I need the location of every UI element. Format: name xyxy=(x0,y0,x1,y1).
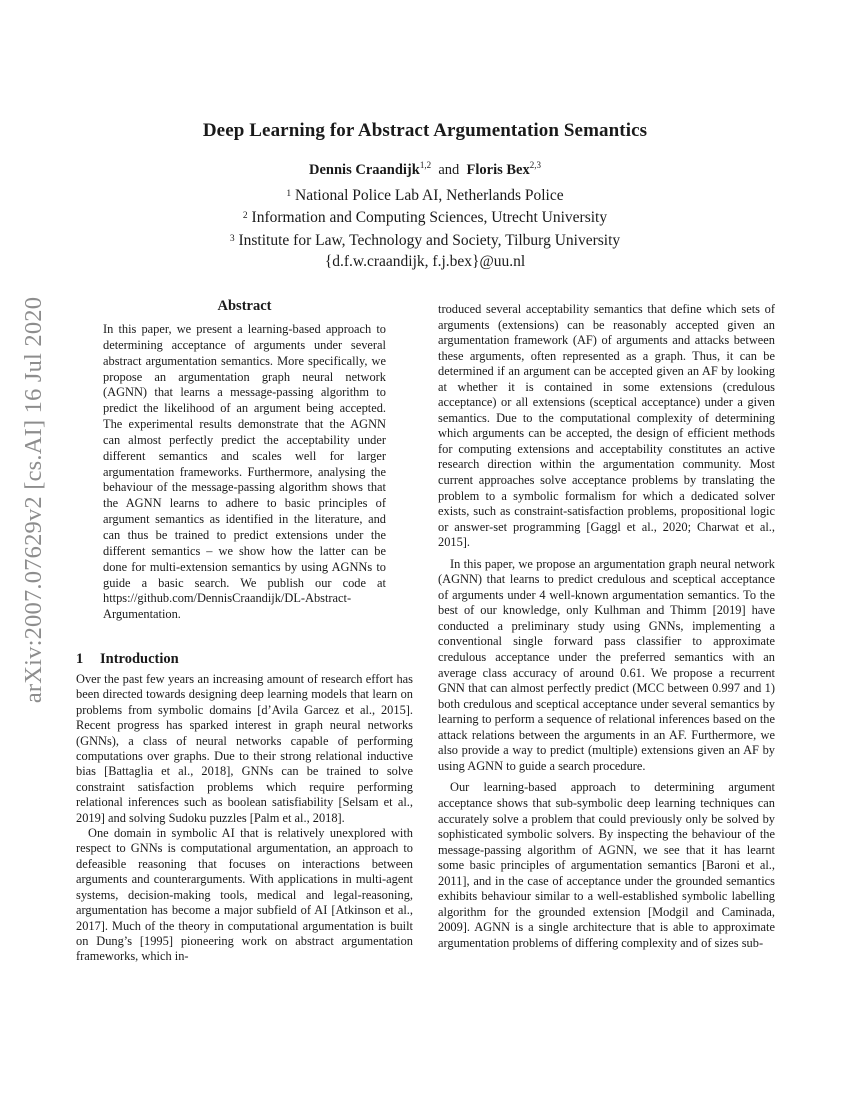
intro-paragraph-5: Our learning-based approach to determining argument acceptance shows that sub-symbolic deep learning techniques can accurately solve a problem that could previously only be solved by sophisticated symbolic solvers. By inspecting the behaviour of the message-passing algorithm of AGNN, we see that it has learnt some basic principles of argumentation semantics [Baroni et al., 2011], and in the case of acceptance under the grounded semantics exhibits behaviour similar to a well-established symbolic labelling algorithm for the grounded extension [Modgil and Caminada, 2009]. AGNN is a single architecture that is able to approximate argumentation problems of differing complexity and of sizes sub- xyxy=(438,780,775,950)
author-line xyxy=(0,160,850,179)
author-2-affil: 2,3 xyxy=(529,160,541,170)
affiliation-1 xyxy=(0,184,850,207)
affiliation-3-num: 3 xyxy=(229,233,235,244)
affiliation-2-text: Information and Computing Sciences, Utrecht University xyxy=(251,209,608,227)
affiliation-1-text: National Police Lab AI, Netherlands Police xyxy=(295,186,564,204)
right-column xyxy=(438,302,775,951)
author-email: {d.f.w.craandijk, f.j.bex}@uu.nl xyxy=(324,253,526,271)
author-and: and xyxy=(438,161,460,178)
arxiv-stamp-text: arXiv:2007.07629v2 [cs.AI] 16 Jul 2020 xyxy=(20,296,48,704)
affiliation-2 xyxy=(0,206,850,229)
paper-title: Deep Learning for Abstract Argumentation Semantics xyxy=(202,120,648,141)
affiliation-3 xyxy=(0,229,850,252)
intro-paragraph-3: troduced several acceptability semantics that define which sets of arguments (extensions) can be reasonably accepted given an argumentation framework (AF) of arguments and attacks between these arguments, often represented as a graph. Thus, it can be determined if an argument can be accepted given an AF by looking at whether it is contained in some extensions (credulous acceptance) or all extensions (sceptical acceptance) under a given semantics. Due to the computational complexity of determining which arguments can be accepted, the design of efficient methods for computing extensions and acceptability constitutes an active research direction within the argumentation community. Most current approaches solve acceptance problems by translating the problem to a symbolic formalism for which a dedicated solver exists, such as constraint-satisfaction problems, propositional logic or answer-set programming [Gaggl et al., 2020; Charwat et al., 2015]. xyxy=(438,302,775,550)
author-1-affil: 1,2 xyxy=(419,160,432,170)
section-title: Introduction xyxy=(100,651,179,667)
abstract-body: In this paper, we present a learning-based approach to determining acceptance of arguments under several abstract argumentation semantics. More specifically, we propose an argumentation graph neural network (AGNN) that learns a message-passing algorithm to predict the likelihood of an argument being accepted. The experimental results demonstrate that the AGNN can almost perfectly predict the acceptability under different semantics and scales well for larger argumentation frameworks. Furthermore, analysing the behaviour of the message-passing algorithm shows that the AGNN learns to adhere to basic principles of argument semantics as identified in the literature, and can thus be trained to predict extensions under the different semantics – we show how the latter can be done for multi-extension semantics by using AGNNs to guide a basic search. We publish our code at https://github.com/DennisCraandijk/DL-Abstract-Argumentation. xyxy=(103,322,386,622)
affiliation-3-text: Institute for Law, Technology and Society, Tilburg University xyxy=(238,231,621,249)
arxiv-stamp xyxy=(11,296,57,704)
affiliation-1-num: 1 xyxy=(286,188,292,199)
section-number: 1 xyxy=(76,651,84,667)
author-2-name: Floris Bex xyxy=(466,161,530,178)
intro-paragraph-1: Over the past few years an increasing amount of research effort has been directed towards designing deep learning models that learn on problems from symbolic domains [d’Avila Garcez et al., 2015]. Recent progress has sparked interest in graph neural networks (GNNs), a class of neural networks capable of performing computations over graphs. Due to their strong relational inductive bias [Battaglia et al., 2018], GNNs can be trained to solve constraint satisfaction problems which require performing relational inferences such as boolean satisfiability [Selsam et al., 2019] and solving Sudoku puzzles [Palm et al., 2018]. xyxy=(76,672,413,825)
intro-paragraph-2: One domain in symbolic AI that is relatively unexplored with respect to GNNs is computational argumentation, an approach to defeasible reasoning that focuses on interactions between arguments and counterarguments. With applications in multi-agent systems, decision-making tools, medical and legal-reasoning, argumentation has become a major subfield of AI [Atkinson et al., 2017]. Much of the theory in computational argumentation is built on Dung’s [1995] pioneering work on abstract argumentation frameworks, which in- xyxy=(76,826,413,964)
intro-paragraph-4: In this paper, we propose an argumentation graph neural network (AGNN) that learns to predict credulous and sceptical acceptance of arguments under 4 well-known argumentation semantics. To the best of our knowledge, only Kulhman and Thimm [2019] have conducted a preliminary study using GNNs, implementing a conventional single forward pass classifier to approximate credulous acceptance under the preferred semantics with an average class accuracy of around 0.61. We propose a recurrent GNN that can almost perfectly predict (MCC between 0.997 and 1) both credulous and sceptical acceptance under several semantics by learning to perform a sequence of relational inferences based on the attack relations between the arguments in an AF. Furthermore, we also provide a way to predict (multiple) extensions given an AF by using AGNN to guide a search procedure. xyxy=(438,556,775,773)
left-column xyxy=(76,672,413,965)
author-1-name: Dennis Craandijk xyxy=(309,161,420,178)
section-heading-introduction xyxy=(76,651,416,668)
abstract-heading: Abstract xyxy=(217,298,272,314)
paper-header xyxy=(0,120,850,273)
affiliation-2-num: 2 xyxy=(242,211,248,222)
